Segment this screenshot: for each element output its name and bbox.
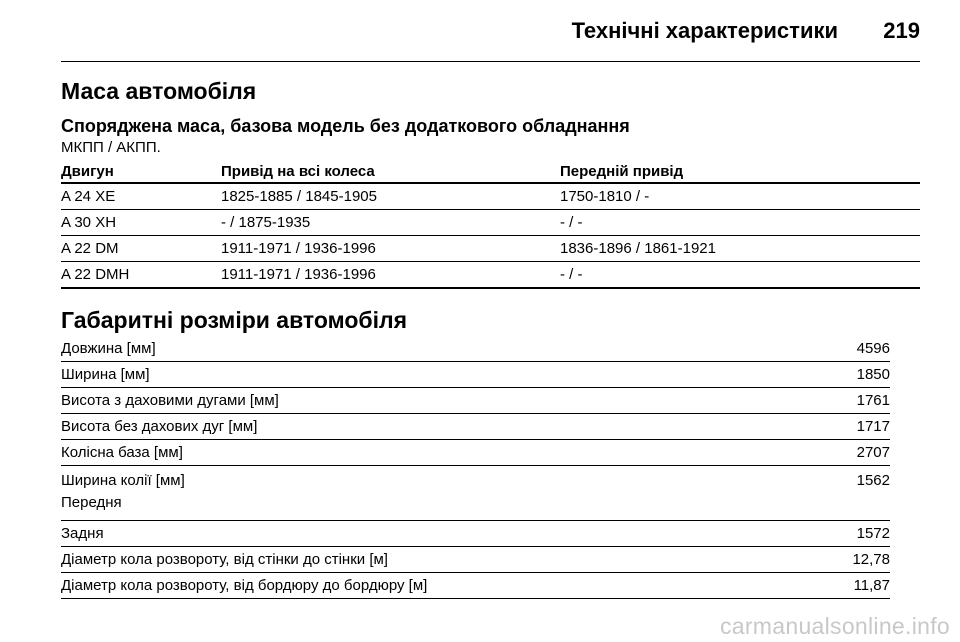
table-row (61, 362, 890, 388)
dimension-value: 1761 (813, 388, 890, 414)
dimensions-table (61, 336, 890, 599)
table-row (61, 336, 890, 362)
awd-cell: 1911-1971 / 1936-1996 (221, 236, 560, 262)
dimension-value: 1717 (813, 414, 890, 440)
front-track-value: 1562 (856, 472, 890, 489)
table-row (61, 388, 890, 414)
header-divider (61, 61, 920, 62)
page-header (0, 14, 920, 50)
column-engine: Двигун (61, 160, 221, 183)
dimension-value: 11,87 (813, 573, 890, 599)
dimension-label: Висота без дахових дуг [мм] (61, 414, 813, 440)
table-row (61, 521, 890, 547)
transmission-note: МКПП / АКПП. (61, 139, 161, 156)
table-row (61, 573, 890, 599)
chapter-title: Технічні характеристики (571, 18, 838, 43)
dimension-label (61, 466, 813, 521)
engine-cell: A 30 XH (61, 210, 221, 236)
track-width-label: Ширина колії [мм] (61, 472, 185, 489)
table-row (61, 466, 890, 521)
weight-table (61, 160, 920, 289)
engine-cell: A 24 XE (61, 183, 221, 210)
dimension-value: 1572 (813, 521, 890, 547)
dimension-value: 1850 (813, 362, 890, 388)
watermark: carmanualsonline.info (719, 613, 950, 639)
dimension-label: Задня (61, 521, 813, 547)
awd-cell: 1825-1885 / 1845-1905 (221, 183, 560, 210)
weight-table-header (61, 160, 920, 183)
fwd-cell: - / - (560, 262, 920, 289)
dimension-label: Довжина [мм] (61, 336, 813, 362)
curb-weight-subheading: Споряджена маса, базова модель без додаткового обладнання (61, 116, 630, 136)
dimension-value: 2707 (813, 440, 890, 466)
fwd-cell: - / - (560, 210, 920, 236)
table-row (61, 236, 920, 262)
table-row (61, 440, 890, 466)
table-row (61, 414, 890, 440)
dimension-label: Діаметр кола розвороту, від стінки до стінки [м] (61, 547, 813, 573)
dimension-label: Колісна база [мм] (61, 440, 813, 466)
dimensions-heading: Габаритні розміри автомобіля (61, 307, 408, 333)
dimension-label: Висота з даховими дугами [мм] (61, 388, 813, 414)
dimension-value: 12,78 (813, 547, 890, 573)
dimension-value (813, 466, 890, 521)
awd-cell: 1911-1971 / 1936-1996 (221, 262, 560, 289)
page-number: 219 (883, 18, 920, 43)
dimension-label: Ширина [мм] (61, 362, 813, 388)
dimension-value: 4596 (813, 336, 890, 362)
front-track-label: Передня (61, 494, 122, 511)
table-row (61, 262, 920, 289)
engine-cell: A 22 DMH (61, 262, 221, 289)
vehicle-weight-heading: Маса автомобіля (61, 78, 257, 104)
column-awd: Привід на всі колеса (221, 160, 560, 183)
table-row (61, 183, 920, 210)
dimension-label: Діаметр кола розвороту, від бордюру до бордюру [м] (61, 573, 813, 599)
table-row (61, 210, 920, 236)
engine-cell: A 22 DM (61, 236, 221, 262)
table-row (61, 547, 890, 573)
fwd-cell: 1750-1810 / - (560, 183, 920, 210)
fwd-cell: 1836-1896 / 1861-1921 (560, 236, 920, 262)
awd-cell: - / 1875-1935 (221, 210, 560, 236)
column-fwd: Передній привід (560, 160, 920, 183)
